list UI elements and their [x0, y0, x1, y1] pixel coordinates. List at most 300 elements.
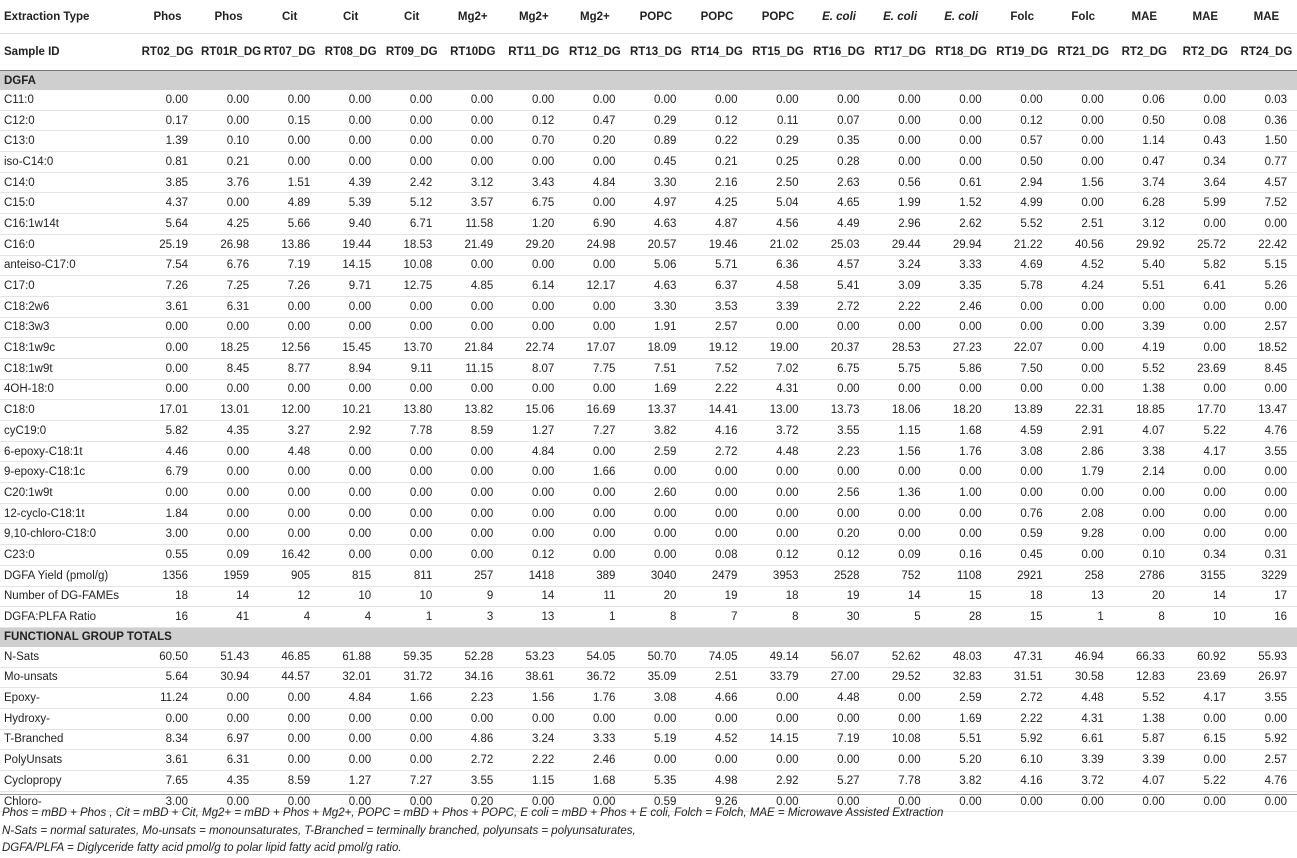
table-cell: 0.00 — [564, 152, 625, 173]
table-cell: 14 — [1175, 586, 1236, 607]
table-cell: 0.00 — [442, 152, 503, 173]
table-cell: 0.00 — [564, 708, 625, 729]
table-cell: 0.00 — [1175, 214, 1236, 235]
table-cell: 0.00 — [747, 688, 808, 709]
table-row — [0, 234, 1297, 255]
table-cell: 0.00 — [381, 317, 442, 338]
table-cell: 21.84 — [442, 338, 503, 359]
sample-id-header: RT24_DG — [1236, 34, 1297, 71]
table-cell: 0.00 — [1236, 524, 1297, 545]
table-cell: 4.31 — [747, 379, 808, 400]
section-header-row — [0, 71, 1297, 91]
table-cell: 1.50 — [1236, 131, 1297, 152]
table-row — [0, 152, 1297, 173]
table-cell: 8.45 — [198, 358, 259, 379]
table-cell: 0.00 — [1175, 317, 1236, 338]
table-cell: 0.29 — [625, 110, 686, 131]
table-cell: 38.61 — [503, 667, 564, 688]
table-cell: 2.62 — [931, 214, 992, 235]
table-cell: 0.00 — [381, 524, 442, 545]
table-cell: 0.00 — [442, 317, 503, 338]
table-row — [0, 90, 1297, 110]
table-cell: 0.00 — [931, 791, 992, 812]
table-cell: 0.00 — [564, 379, 625, 400]
table-cell: 0.34 — [1175, 152, 1236, 173]
table-cell: 2786 — [1114, 565, 1175, 586]
table-cell: 5.51 — [931, 729, 992, 750]
table-cell: 8.07 — [503, 358, 564, 379]
table-cell: 13 — [503, 607, 564, 628]
table-cell: 0.00 — [503, 791, 564, 812]
table-cell: 29.44 — [870, 234, 931, 255]
table-cell: 1 — [1053, 607, 1114, 628]
table-cell: 30 — [809, 607, 870, 628]
table-cell: 0.00 — [870, 524, 931, 545]
table-cell: 9.26 — [686, 791, 747, 812]
table-cell: 3.24 — [870, 255, 931, 276]
table-cell: 1.15 — [503, 771, 564, 792]
table-cell: 0.59 — [992, 524, 1053, 545]
table-cell: 0.00 — [381, 791, 442, 812]
table-cell: 3.30 — [625, 172, 686, 193]
table-cell: 0.56 — [870, 172, 931, 193]
table-cell: 20 — [1114, 586, 1175, 607]
table-cell: 0.00 — [259, 708, 320, 729]
extraction-type-header: Phos — [214, 10, 243, 23]
table-cell: 0.00 — [1053, 317, 1114, 338]
table-cell: 7.78 — [870, 771, 931, 792]
table-cell: 0.00 — [1053, 338, 1114, 359]
table-cell: 2.72 — [442, 750, 503, 771]
table-cell: 0.00 — [442, 503, 503, 524]
extraction-type-header: Folc — [1071, 10, 1096, 23]
table-cell: 0.00 — [931, 379, 992, 400]
table-cell: 4.59 — [992, 421, 1053, 442]
table-cell: 19.00 — [747, 338, 808, 359]
table-cell: 53.23 — [503, 647, 564, 667]
table-cell: 752 — [870, 565, 931, 586]
table-cell: 0.00 — [1175, 503, 1236, 524]
table-cell: 11.24 — [137, 688, 198, 709]
table-cell: 0.00 — [381, 379, 442, 400]
table-cell: 0.45 — [625, 152, 686, 173]
table-cell: 0.20 — [564, 131, 625, 152]
table-cell: 2.08 — [1053, 503, 1114, 524]
table-cell: 7.52 — [1236, 193, 1297, 214]
table-cell: 0.50 — [992, 152, 1053, 173]
table-cell: 0.12 — [686, 110, 747, 131]
sample-id-header: RT07_DG — [259, 34, 320, 71]
table-cell: 8 — [747, 607, 808, 628]
table-cell: 0.00 — [1053, 791, 1114, 812]
table-cell: 15 — [992, 607, 1053, 628]
table-row — [0, 255, 1297, 276]
table-cell: 2528 — [809, 565, 870, 586]
table-cell: 20.57 — [625, 234, 686, 255]
footnote-line: DGFA/PLFA = Diglyceride fatty acid pmol/g to polar lipid fatty acid pmol/g ratio. — [2, 842, 402, 854]
table-cell: 0.00 — [137, 90, 198, 110]
table-cell: 5.82 — [1175, 255, 1236, 276]
table-cell: 9.28 — [1053, 524, 1114, 545]
table-cell: 5.86 — [931, 358, 992, 379]
table-cell: 1.76 — [564, 688, 625, 709]
table-cell: 0.00 — [259, 791, 320, 812]
row-label: C23:0 — [0, 545, 137, 566]
table-cell: 6.61 — [1053, 729, 1114, 750]
table-cell: 0.00 — [320, 524, 381, 545]
table-cell: 3.08 — [992, 441, 1053, 462]
table-cell: 4.25 — [198, 214, 259, 235]
table-cell: 0.00 — [503, 524, 564, 545]
table-cell: 3.61 — [137, 296, 198, 317]
table-cell: 0.00 — [442, 545, 503, 566]
table-cell: 29.92 — [1114, 234, 1175, 255]
table-cell: 0.00 — [625, 524, 686, 545]
table-cell: 27.23 — [931, 338, 992, 359]
table-cell: 0.47 — [1114, 152, 1175, 173]
table-cell: 4.85 — [442, 276, 503, 297]
table-cell: 19.12 — [686, 338, 747, 359]
table-cell: 0.00 — [1053, 193, 1114, 214]
table-cell: 0.00 — [1053, 110, 1114, 131]
table-cell: 3040 — [625, 565, 686, 586]
table-row — [0, 131, 1297, 152]
table-cell: 0.00 — [686, 750, 747, 771]
table-cell: 6.76 — [198, 255, 259, 276]
table-cell: 4.86 — [442, 729, 503, 750]
table-cell: 3.38 — [1114, 441, 1175, 462]
table-cell: 3.27 — [259, 421, 320, 442]
sample-id-header: RT21_DG — [1053, 34, 1114, 71]
table-cell: 7.75 — [564, 358, 625, 379]
table-cell: 0.00 — [564, 524, 625, 545]
sample-id-header: RT14_DG — [686, 34, 747, 71]
table-cell: 0.00 — [442, 110, 503, 131]
table-cell: 4.31 — [1053, 708, 1114, 729]
table-cell: 24.98 — [564, 234, 625, 255]
row-label: C13:0 — [0, 131, 137, 152]
table-cell: 4.49 — [809, 214, 870, 235]
table-cell: 0.00 — [686, 90, 747, 110]
table-cell: 0.00 — [747, 90, 808, 110]
table-cell: 6.90 — [564, 214, 625, 235]
table-cell: 8.77 — [259, 358, 320, 379]
table-cell: 1.39 — [137, 131, 198, 152]
table-cell: 0.00 — [870, 503, 931, 524]
footnote-line: N-Sats = normal saturates, Mo-unsats = monounsaturates, T-Branched = terminally branched, polyunsats = polyunsaturates, — [2, 824, 636, 837]
table-cell: 4.17 — [1175, 441, 1236, 462]
table-cell: 1.76 — [931, 441, 992, 462]
row-label: C18:1w9t — [0, 358, 137, 379]
table-cell: 1.91 — [625, 317, 686, 338]
table-cell: 0.00 — [1114, 791, 1175, 812]
table-cell: 15.06 — [503, 400, 564, 421]
table-cell: 1.36 — [870, 483, 931, 504]
table-cell: 18 — [992, 586, 1053, 607]
table-cell: 1.66 — [381, 688, 442, 709]
table-cell: 3.12 — [442, 172, 503, 193]
table-cell: 0.00 — [442, 296, 503, 317]
table-cell: 0.77 — [1236, 152, 1297, 173]
table-cell: 52.28 — [442, 647, 503, 667]
table-cell: 1 — [564, 607, 625, 628]
table-cell: 0.00 — [381, 503, 442, 524]
table-cell: 0.00 — [503, 462, 564, 483]
table-cell: 1.15 — [870, 421, 931, 442]
row-label: N-Sats — [0, 647, 137, 667]
table-cell: 0.00 — [1114, 296, 1175, 317]
table-cell: 0.00 — [137, 483, 198, 504]
table-cell: 2.72 — [992, 688, 1053, 709]
table-cell: 0.00 — [259, 152, 320, 173]
table-cell: 3155 — [1175, 565, 1236, 586]
table-cell: 17.07 — [564, 338, 625, 359]
sample-id-header: RT15_DG — [747, 34, 808, 71]
table-cell: 5.22 — [1175, 771, 1236, 792]
table-cell: 0.00 — [686, 708, 747, 729]
table-cell: 3.43 — [503, 172, 564, 193]
table-cell: 5.52 — [1114, 688, 1175, 709]
table-cell: 7.27 — [381, 771, 442, 792]
table-cell: 905 — [259, 565, 320, 586]
table-cell: 6.14 — [503, 276, 564, 297]
table-cell: 0.00 — [320, 750, 381, 771]
table-cell: 7 — [686, 607, 747, 628]
table-cell: 60.50 — [137, 647, 198, 667]
table-cell: 1.51 — [259, 172, 320, 193]
table-cell: 7.26 — [137, 276, 198, 297]
table-cell: 4.56 — [747, 214, 808, 235]
table-cell: 0.00 — [564, 296, 625, 317]
table-cell: 0.00 — [259, 90, 320, 110]
table-cell: 14 — [870, 586, 931, 607]
table-cell: 9.40 — [320, 214, 381, 235]
table-cell: 0.00 — [870, 317, 931, 338]
table-cell: 0.00 — [992, 483, 1053, 504]
sample-id-header: RT13_DG — [625, 34, 686, 71]
extraction-type-text: E. coli — [883, 10, 918, 23]
table-cell: 13.37 — [625, 400, 686, 421]
extraction-type-text: E. coli — [822, 10, 856, 23]
table-cell: 4 — [259, 607, 320, 628]
table-cell: 6.41 — [1175, 276, 1236, 297]
table-cell: 4.52 — [686, 729, 747, 750]
table-cell: 0.00 — [747, 750, 808, 771]
table-cell: 12.83 — [1114, 667, 1175, 688]
table-cell: 5.78 — [992, 276, 1053, 297]
table-cell: 0.00 — [198, 708, 259, 729]
table-row — [0, 214, 1297, 235]
table-cell: 18.06 — [870, 400, 931, 421]
table-cell: 12.56 — [259, 338, 320, 359]
table-cell: 1.38 — [1114, 708, 1175, 729]
table-cell: 2.51 — [1053, 214, 1114, 235]
table-cell: 6.15 — [1175, 729, 1236, 750]
table-cell: 0.00 — [747, 503, 808, 524]
table-cell: 46.85 — [259, 647, 320, 667]
table-cell: 2.14 — [1114, 462, 1175, 483]
table-cell: 0.29 — [747, 131, 808, 152]
section-title: DGFA — [0, 71, 1297, 91]
table-cell: 0.06 — [1114, 90, 1175, 110]
table-cell: 5 — [870, 607, 931, 628]
table-cell: 4.46 — [137, 441, 198, 462]
table-cell: 6.71 — [381, 214, 442, 235]
table-cell: 2.94 — [992, 172, 1053, 193]
table-cell: 0.00 — [503, 255, 564, 276]
table-cell: 0.00 — [442, 90, 503, 110]
extraction-type-header — [931, 0, 992, 34]
table-cell: 3.72 — [1053, 771, 1114, 792]
table-cell: 1.66 — [564, 462, 625, 483]
table-cell: 0.20 — [809, 524, 870, 545]
table-cell: 6.79 — [137, 462, 198, 483]
table-cell: 12.00 — [259, 400, 320, 421]
table-cell: 0.00 — [320, 545, 381, 566]
table-cell: 4.07 — [1114, 771, 1175, 792]
table-cell: 4.76 — [1236, 771, 1297, 792]
table-cell: 1.99 — [870, 193, 931, 214]
table-cell: 0.00 — [625, 462, 686, 483]
table-cell: 8.94 — [320, 358, 381, 379]
table-cell: 50.70 — [625, 647, 686, 667]
table-cell: 0.00 — [198, 317, 259, 338]
row-label: T-Branched — [0, 729, 137, 750]
table-cell: 0.25 — [747, 152, 808, 173]
table-cell: 0.00 — [870, 462, 931, 483]
row-label: cyC19:0 — [0, 421, 137, 442]
table-cell: 1959 — [198, 565, 259, 586]
table-cell: 7.26 — [259, 276, 320, 297]
table-cell: 14.41 — [686, 400, 747, 421]
table-cell: 0.00 — [564, 255, 625, 276]
table-cell: 19.44 — [320, 234, 381, 255]
table-cell: 0.36 — [1236, 110, 1297, 131]
table-cell: 2.57 — [686, 317, 747, 338]
table-cell: 0.00 — [259, 462, 320, 483]
table-cell: 0.00 — [259, 131, 320, 152]
table-row — [0, 110, 1297, 131]
table-cell: 0.00 — [442, 483, 503, 504]
row-label: DGFA:PLFA Ratio — [0, 607, 137, 628]
table-cell: 0.00 — [503, 317, 564, 338]
table-cell: 2.22 — [870, 296, 931, 317]
row-label: 4OH-18:0 — [0, 379, 137, 400]
table-cell: 0.21 — [686, 152, 747, 173]
table-cell: 18 — [747, 586, 808, 607]
row-label: C17:0 — [0, 276, 137, 297]
table-cell: 0.00 — [137, 358, 198, 379]
table-row — [0, 667, 1297, 688]
table-cell: 3.61 — [137, 750, 198, 771]
table-cell: 3.00 — [137, 524, 198, 545]
table-cell: 0.00 — [870, 131, 931, 152]
table-cell: 4.57 — [809, 255, 870, 276]
table-cell: 0.00 — [1175, 296, 1236, 317]
table-cell: 0.50 — [1114, 110, 1175, 131]
extraction-type-header: Mg2+ — [579, 10, 610, 23]
table-cell: 5.39 — [320, 193, 381, 214]
extraction-type-header: Mg2+ — [457, 10, 488, 23]
table-cell: 815 — [320, 565, 381, 586]
row-label: Chloro- — [0, 791, 137, 812]
table-cell: 3.72 — [747, 421, 808, 442]
extraction-type-header: Folc — [1010, 10, 1034, 23]
table-cell: 66.33 — [1114, 647, 1175, 667]
table-cell: 10 — [1175, 607, 1236, 628]
table-cell: 1.27 — [320, 771, 381, 792]
row-label: Mo-unsats — [0, 667, 137, 688]
table-cell: 2.23 — [809, 441, 870, 462]
table-cell: 2.51 — [686, 667, 747, 688]
table-cell: 20.37 — [809, 338, 870, 359]
table-cell: 2.92 — [747, 771, 808, 792]
table-cell: 21.22 — [992, 234, 1053, 255]
table-cell: 0.00 — [1236, 462, 1297, 483]
table-cell: 31.72 — [381, 667, 442, 688]
table-cell: 2.57 — [1236, 750, 1297, 771]
table-cell: 0.00 — [625, 90, 686, 110]
table-cell: 3.74 — [1114, 172, 1175, 193]
table-cell: 0.00 — [931, 90, 992, 110]
table-cell: 0.00 — [564, 441, 625, 462]
table-cell: 10.21 — [320, 400, 381, 421]
table-cell: 0.00 — [931, 110, 992, 131]
table-row — [0, 688, 1297, 709]
table-cell: 0.00 — [503, 483, 564, 504]
table-cell: 17.70 — [1175, 400, 1236, 421]
sample-id-header: RT18_DG — [931, 34, 992, 71]
table-cell: 0.08 — [686, 545, 747, 566]
table-cell: 5.64 — [137, 667, 198, 688]
table-cell: 1.20 — [503, 214, 564, 235]
table-cell: 4.89 — [259, 193, 320, 214]
table-cell: 60.92 — [1175, 647, 1236, 667]
table-row — [0, 379, 1297, 400]
row-label: C14:0 — [0, 172, 137, 193]
table-cell: 5.75 — [870, 358, 931, 379]
table-cell: 0.45 — [992, 545, 1053, 566]
table-cell: 11.58 — [442, 214, 503, 235]
table-cell: 17 — [1236, 586, 1297, 607]
table-cell: 5.51 — [1114, 276, 1175, 297]
table-cell: 3.82 — [625, 421, 686, 442]
table-cell: 6.10 — [992, 750, 1053, 771]
table-cell: 4.98 — [686, 771, 747, 792]
table-cell: 1.14 — [1114, 131, 1175, 152]
table-cell: 0.00 — [259, 729, 320, 750]
table-cell: 0.43 — [1175, 131, 1236, 152]
table-cell: 0.21 — [198, 152, 259, 173]
table-cell: 6.31 — [198, 296, 259, 317]
table-cell: 9 — [442, 586, 503, 607]
table-cell: 1.38 — [1114, 379, 1175, 400]
table-cell: 2.57 — [1236, 317, 1297, 338]
table-cell: 34.16 — [442, 667, 503, 688]
table-cell: 0.59 — [625, 791, 686, 812]
table-cell: 0.00 — [564, 545, 625, 566]
row-label: 6-epoxy-C18:1t — [0, 441, 137, 462]
extraction-type-header: POPC — [761, 10, 795, 23]
table-cell: 54.05 — [564, 647, 625, 667]
table-cell: 389 — [564, 565, 625, 586]
table-cell: 0.00 — [1236, 708, 1297, 729]
table-cell: 13.80 — [381, 400, 442, 421]
table-cell: 7.50 — [992, 358, 1053, 379]
table-cell: 0.00 — [198, 193, 259, 214]
table-cell: 2.92 — [320, 421, 381, 442]
table-cell: 0.00 — [320, 708, 381, 729]
